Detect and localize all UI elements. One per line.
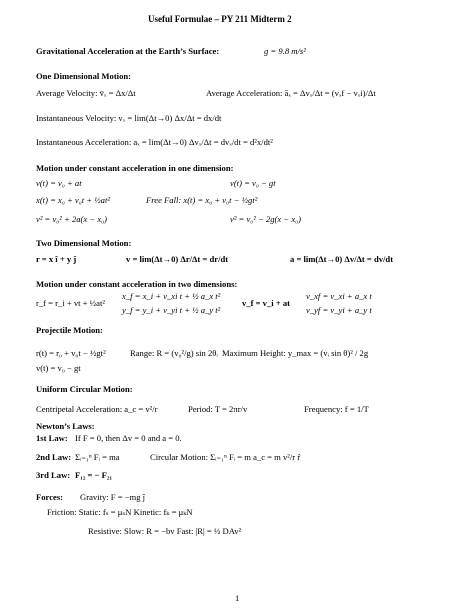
period-formula: Period: T = 2πr/v — [188, 404, 248, 414]
newton-third-label: 3rd Law: — [36, 470, 71, 480]
page-number: 1 — [235, 593, 240, 603]
const-accel-2d-heading: Motion under constant acceleration in two dimensions: — [36, 279, 238, 289]
projectile-heading: Projectile Motion: — [36, 325, 103, 335]
projectile-max-height: Maximum Height: y_max = (vᵢ sin θ)² / 2g — [222, 348, 369, 358]
inst-velocity: Instantaneous Velocity: vₓ = lim(Δt→0) Δx/Δt = dx/dt — [36, 113, 222, 123]
gravity-heading: Gravitational Acceleration at the Earth’s Surface: — [36, 46, 220, 56]
x-of-t-freefall: Free Fall: x(t) = x₀ + v₀t − ½gt² — [146, 195, 258, 205]
newton-circular-motion: Circular Motion: Σᵢ₌₁ⁿ Fᵢ = m a_c = m v²/r r̂ — [150, 452, 301, 462]
gravity-formula: g = 9.8 m/s² — [264, 46, 306, 56]
newton-first-label: 1st Law: — [36, 433, 68, 443]
newton-second-label: 2nd Law: — [36, 452, 72, 462]
avg-acceleration: Average Acceleration: āₓ = Δvₓ/Δt = (vₓf − vₓi)/Δt — [206, 88, 376, 98]
two-d-heading: Two Dimensional Motion: — [36, 238, 132, 248]
newton-third-law: F₁₂ = − F₂₁ — [75, 470, 113, 480]
newton-heading: Newton’s Laws: — [36, 421, 95, 431]
velocity-vector: v = lim(Δt→0) Δr/Δt = dr/dt — [126, 254, 229, 264]
yf-formula: y_f = y_i + v_yi t + ½ a_y t² — [122, 305, 221, 315]
newton-first-law: If F = 0, then Δv = 0 and a = 0. — [75, 433, 182, 443]
projectile-position: r(t) = r₀ + v₀t − ½gt² — [36, 348, 106, 358]
vf-formula: v_f = v_i + at — [242, 298, 290, 308]
gravity-force: Gravity: F = −mg ĵ — [80, 492, 146, 502]
xf-formula: x_f = x_i + v_xi t + ½ a_x t² — [122, 291, 221, 301]
forces-label: Forces: — [36, 492, 64, 502]
resistive-forces: Resistive: Slow: R = −bv Fast: |R| = ½ DAv² — [88, 526, 242, 536]
frequency-formula: Frequency: f = 1/T — [304, 404, 369, 414]
x-of-t: x(t) = x₀ + v₀t + ½at² — [36, 195, 110, 205]
acceleration-vector: a = lim(Δt→0) Δv/Δt = dv/dt — [290, 254, 394, 264]
one-d-heading: One Dimensional Motion: — [36, 71, 132, 81]
v-of-t-freefall: v(t) = v₀ − gt — [230, 178, 276, 188]
avg-velocity: Average Velocity: v̄ₓ = Δx/Δt — [36, 88, 136, 98]
page-title: Useful Formulae – PY 211 Midterm 2 — [148, 14, 292, 24]
projectile-velocity: v(t) = v₀ − gt — [36, 363, 81, 373]
position-vector: r = x î + y ĵ — [36, 254, 77, 264]
centripetal-acceleration: Centripetal Acceleration: a_c = v²/r — [36, 404, 158, 414]
inst-acceleration: Instantaneous Acceleration: aₓ = lim(Δt→0) Δvₓ/Δt = dvₓ/dt = d²x/dt² — [36, 137, 273, 147]
v-of-t: v(t) = v₀ + at — [36, 178, 82, 188]
newton-second-law: Σᵢ₌₁ⁿ Fᵢ = ma — [75, 452, 120, 462]
v-squared: v² = v₀² + 2a(x − x₀) — [36, 214, 107, 224]
projectile-range: Range: R = (v₀²/g) sin 2θᵢ — [130, 348, 218, 358]
friction-forces: Friction: Static: fₛ = μₛN Kinetic: fₖ = μₖN — [47, 507, 193, 517]
vxf-formula: v_xf = v_xi + a_x t — [306, 291, 372, 301]
vyf-formula: v_yf = v_yi + a_y t — [306, 305, 372, 315]
v-squared-freefall: v² = v₀² − 2g(x − x₀) — [230, 214, 301, 224]
circular-heading: Uniform Circular Motion: — [36, 384, 133, 394]
rf-formula: r_f = r_i + vt + ½at² — [36, 298, 105, 308]
const-accel-1d-heading: Motion under constant acceleration in one dimension: — [36, 163, 234, 173]
